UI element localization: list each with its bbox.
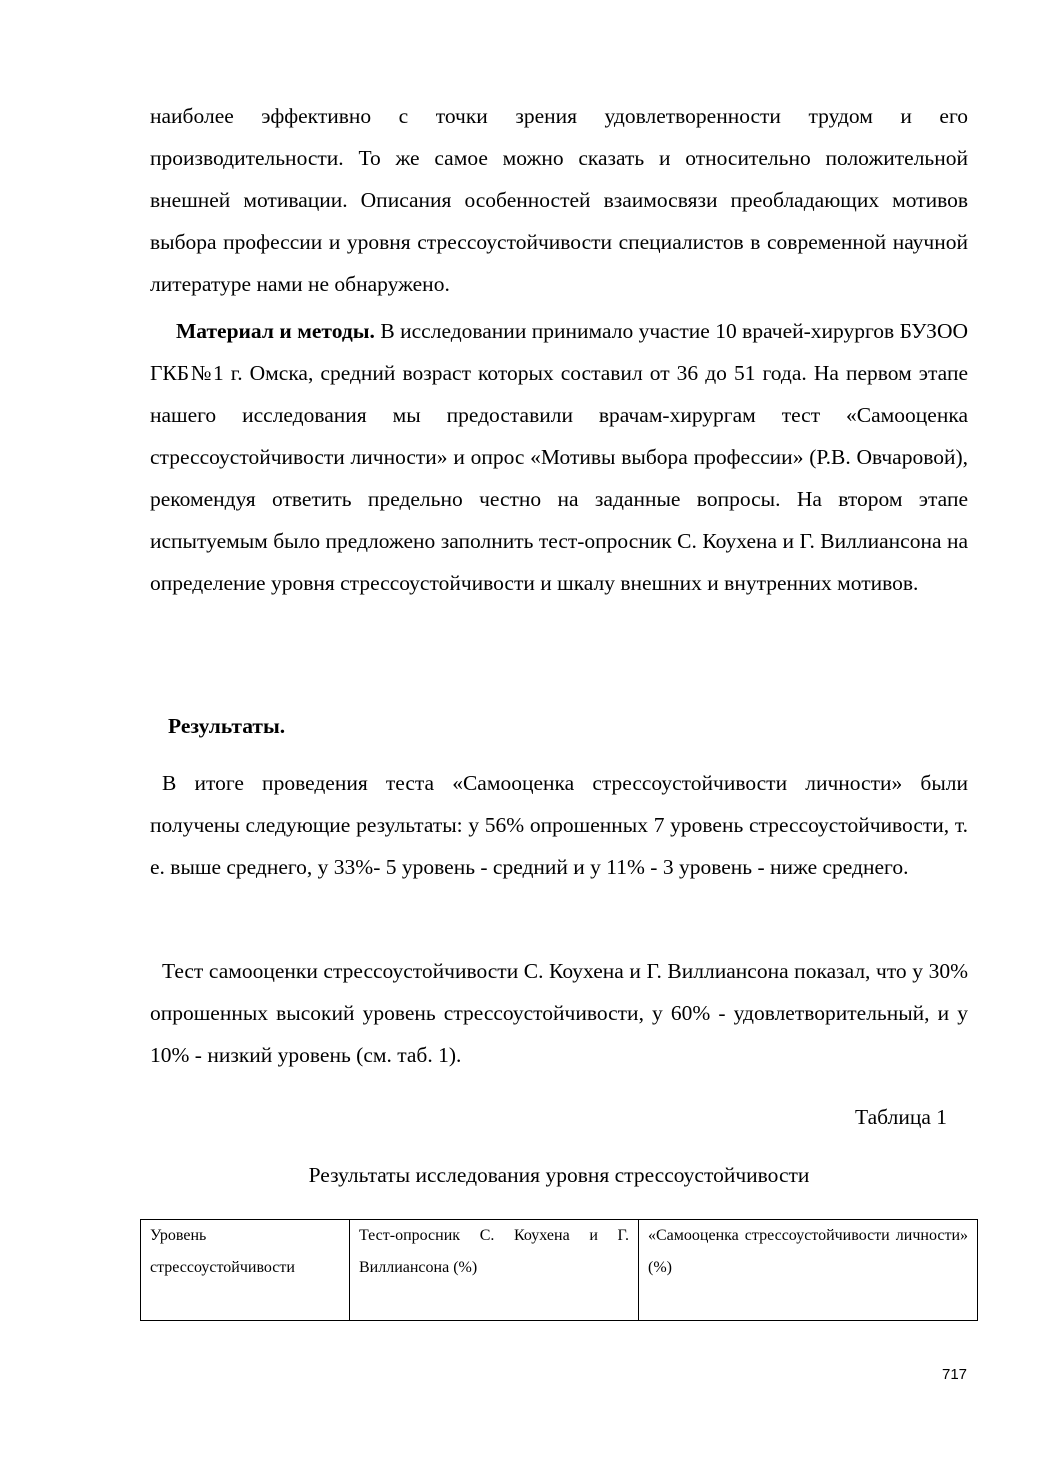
table-header-cell: Уровень стрессоустойчивости <box>141 1220 350 1321</box>
table-header-row <box>141 1220 978 1321</box>
table-header-cell: «Самооценка стрессоустойчивости личности» (%) <box>639 1220 978 1321</box>
paragraph-4-text: Тест самооценки стрессоустойчивости С. Коухена и Г. Виллиансона показал, что у 30% опрошенных высокий уровень стрессоустойчивости, у 60% - удовлетворительный, и у 10% - низкий уровень (см. таб. 1). <box>150 959 968 1067</box>
paragraph-intro <box>150 95 968 305</box>
results-table <box>140 1219 978 1321</box>
paragraph-2-text <box>150 310 968 604</box>
paragraph-methods <box>150 310 968 604</box>
page-number: 717 <box>942 1366 968 1383</box>
table-title: Результаты исследования уровня стрессоустойчивости <box>308 1163 810 1187</box>
paragraph-results-1 <box>150 762 968 888</box>
methods-text: В исследовании принимало участие 10 врачей-хирургов БУЗОО ГКБ№1 г. Омска, средний возраст которых составил от 36 до 51 года. На первом этапе нашего исследования мы предоставили врачам-хирургам тест «Самооценка стрессоустойчивости личности» и опрос «Мотивы выбора профессии» (Р.В. Овчаровой), рекомендуя ответить предельно честно на заданные вопросы. На втором этапе испытуемым было предложено заполнить тест-опросник С. Коухена и Г. Виллиансона на определение уровня стрессоустойчивости и шкалу внешних и внутренних мотивов. <box>150 319 968 595</box>
paragraph-3-text: В итоге проведения теста «Самооценка стрессоустойчивости личности» были получены следующие результаты: у 56% опрошенных 7 уровень стрессоустойчивости, т. е. выше среднего, у 33%- 5 уровень - средний и у 11% - 3 уровень - ниже среднего. <box>150 771 968 879</box>
paragraph-1-text: наиболее эффективно с точки зрения удовлетворенности трудом и его производительности. То же самое можно сказать и относительно положительной внешней мотивации. Описания особенностей взаимосвязи преобладающих мотивов выбора профессии и уровня стрессоустойчивости специалистов в современной научной литературе нами не обнаружено. <box>150 104 968 296</box>
methods-heading: Материал и методы. <box>176 319 375 343</box>
table-label: Таблица 1 <box>855 1105 947 1129</box>
table-header-cell: Тест-опросник С. Коухена и Г. Виллиансона (%) <box>350 1220 639 1321</box>
results-heading: Результаты. <box>168 714 286 738</box>
paragraph-results-2 <box>150 950 968 1076</box>
